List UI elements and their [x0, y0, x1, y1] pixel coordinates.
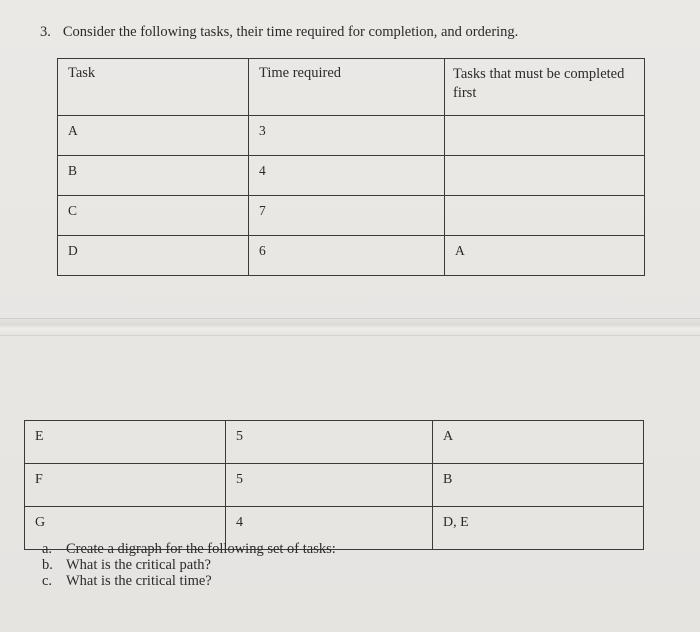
question-3 — [40, 24, 518, 41]
time-cell: 4 — [249, 156, 445, 196]
table-row — [25, 464, 644, 507]
prereq-cell: A — [445, 236, 645, 276]
table-row — [25, 421, 644, 464]
task-cell: A — [58, 116, 249, 156]
question-number: 3. — [40, 24, 51, 40]
table-row — [58, 116, 645, 156]
subquestion-a — [42, 541, 336, 557]
subquestion-text: Create a digraph for the following set of tasks: — [66, 541, 336, 557]
table-row — [58, 156, 645, 196]
time-cell: 7 — [249, 196, 445, 236]
prereq-cell — [445, 196, 645, 236]
time-cell: 4 — [226, 507, 433, 550]
subquestion-c — [42, 573, 336, 589]
header-prerequisites: Tasks that must be completed first — [445, 59, 645, 116]
time-cell: 3 — [249, 116, 445, 156]
task-cell: E — [25, 421, 226, 464]
table-header-row — [58, 59, 645, 116]
subquestion-marker: a. — [42, 541, 53, 557]
task-table-bottom — [24, 420, 644, 550]
subquestion-b — [42, 557, 336, 573]
question-text: Consider the following tasks, their time required for completion, and ordering. — [62, 24, 519, 40]
table-row — [58, 236, 645, 276]
time-cell: 5 — [226, 464, 433, 507]
task-cell: B — [58, 156, 249, 196]
subquestion-text: What is the critical path? — [66, 557, 211, 573]
time-cell: 6 — [249, 236, 445, 276]
prereq-cell: A — [433, 421, 644, 464]
time-cell: 5 — [226, 421, 433, 464]
subquestion-list — [42, 541, 336, 589]
subquestion-marker: c. — [42, 573, 53, 589]
subquestion-marker: b. — [42, 557, 53, 573]
paper-fold — [0, 318, 700, 336]
prereq-cell: B — [433, 464, 644, 507]
task-cell: F — [25, 464, 226, 507]
task-cell: C — [58, 196, 249, 236]
subquestion-text: What is the critical time? — [66, 573, 212, 589]
task-cell: G — [25, 507, 226, 550]
table-row — [58, 196, 645, 236]
prereq-cell: D, E — [433, 507, 644, 550]
prereq-cell — [445, 156, 645, 196]
header-task: Task — [58, 59, 249, 116]
task-cell: D — [58, 236, 249, 276]
task-table-top — [57, 58, 645, 276]
header-time-required: Time required — [249, 59, 445, 116]
prereq-cell — [445, 116, 645, 156]
